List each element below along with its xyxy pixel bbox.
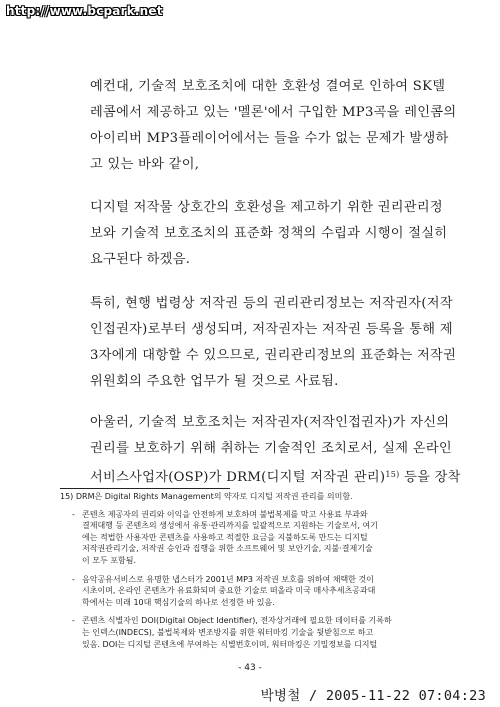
bullet-dash: - (72, 509, 75, 519)
footnote-block (60, 491, 450, 657)
text-line-with-footnote (90, 462, 461, 491)
footnote-item (60, 574, 450, 609)
text-line: 디지털 저작물 상호간의 호환성을 제고하기 위한 권리관리정 (90, 200, 443, 215)
footnote-reference[interactable]: 15) (385, 470, 400, 479)
text-line: 권리를 보호하기 위해 취하는 기술적인 조치로서, 실제 온라인 (90, 441, 452, 456)
footnote-line: 에는 적법한 사용자만 콘텐츠를 사용하고 적절한 요금을 지불하도록 만드는 디지털 (82, 532, 368, 542)
footnote-item (60, 509, 450, 567)
paragraph-1 (90, 74, 457, 178)
text-line: 예컨대, 기술적 보호조치에 대한 호환성 결여로 인하여 SK텔 (90, 79, 446, 94)
footnote-line: 콘텐츠 식별자인 DOI(Digital Object Identifier), 전자상거래에 필요한 데이터를 기록하 (82, 616, 392, 626)
paragraph-3 (90, 291, 457, 395)
page-number: - 43 - (238, 663, 262, 673)
text-line: 요구된다 하겠음. (90, 252, 191, 267)
text-line: 아울러, 기술적 보호조치는 저작권자(저작인접권자)가 자신의 (90, 415, 450, 430)
paragraph-4 (90, 410, 461, 491)
footnote-item (60, 615, 450, 650)
footnote-line: 시초이며, 온라인 콘텐츠가 유료화되며 중요한 기술로 떠올라 미국 매사추세츠공과대 (82, 586, 376, 596)
text-line: 위원회의 주요한 업무가 될 것으로 사료됨. (90, 374, 339, 389)
text-line: 아이리버 MP3플레이어에서는 들을 수가 없는 문제가 발생하 (90, 131, 449, 146)
text-line: 보와 기술적 보호조치의 표준화 정책의 수립과 시행이 절실히 (90, 226, 448, 241)
text-line: 3자에게 대항할 수 있으므로, 권리관리정보의 표준화는 저작권 (90, 348, 457, 363)
text-line: 인접권자)로부터 생성되며, 저작권자는 저작권 등록을 통해 제 (90, 322, 453, 337)
footnote-line: 이 모두 포함됨. (82, 555, 136, 565)
footnote-line: 음악공유서비스로 유명한 냅스터가 2001년 MP3 저작권 보호를 위하여 채택한 것이 (82, 574, 374, 584)
footnote-line: 학에서는 미래 10대 핵심기술의 하나로 선정한 바 있음. (82, 597, 275, 607)
author-timestamp: 박병철 / 2005-11-22 07:04:23 (260, 688, 486, 704)
footnote-heading: 15) DRM은 Digital Rights Management의 약자로 디지털 저작권 관리를 의미함. (60, 492, 353, 501)
site-watermark: http://www.bcpark.net (6, 4, 163, 18)
bullet-dash: - (72, 616, 75, 626)
footnote-line: 결제대행 등 콘텐츠의 생성에서 유통·관리까지를 일괄적으로 지원하는 기술로서, 여기 (82, 521, 378, 531)
paragraph-2 (90, 195, 448, 273)
footnote-line: 있음. DOI는 디지털 콘텐츠에 부여하는 식별번호이며, 워터마킹은 기밀정보를 디지털 (82, 639, 378, 649)
text-line: 특히, 현행 법령상 저작권 등의 권리관리정보는 저작권자(저작 (90, 296, 453, 311)
bullet-dash: - (72, 574, 75, 584)
text-line: 고 있는 바와 같이, (90, 157, 200, 172)
footnote-line: 저작권관리기술, 저작권 승인과 집행을 위한 소프트웨어 및 보안기술, 지불·결제기술 (82, 544, 373, 554)
text-segment: 서비스사업자(OSP)가 DRM(디지털 저작권 관리) (90, 470, 386, 485)
footnote-line: 콘텐츠 제공자의 권리와 이익을 안전하게 보호하며 불법복제를 막고 사용료 부과와 (82, 509, 368, 519)
text-line: 레콤에서 제공하고 있는 '멜론'에서 구입한 MP3곡을 레인콤의 (90, 105, 457, 120)
footnote-divider (60, 488, 230, 489)
text-segment: 등을 장착 (399, 470, 461, 485)
footnote-line: 는 인덱스(INDECS), 불법복제와 변조방지를 위한 워터마킹 기술을 뒷받침으로 하고 (82, 627, 374, 637)
